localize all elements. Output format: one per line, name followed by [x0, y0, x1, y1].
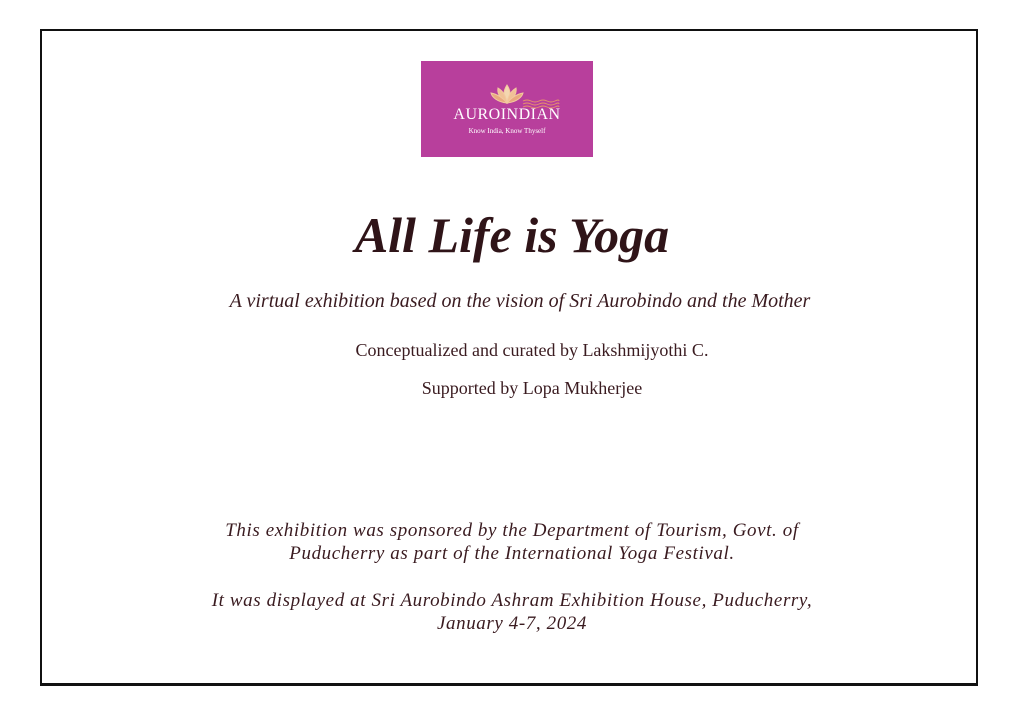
auroindian-logo	[421, 61, 593, 157]
display-note	[0, 589, 1024, 635]
exhibition-title: All Life is Yoga	[354, 207, 670, 263]
display-line-2: January 4-7, 2024	[436, 613, 588, 634]
sponsor-line-2: Puducherry as part of the International Yoga Festival.	[289, 543, 735, 564]
exhibition-subtitle: A virtual exhibition based on the vision of Sri Aurobindo and the Mother	[229, 290, 811, 312]
sponsor-note	[0, 519, 1024, 565]
support-credit: Supported by Lopa Mukherjee	[421, 378, 643, 398]
curator-credit: Conceptualized and curated by Lakshmijyothi C.	[355, 340, 709, 360]
display-line-1: It was displayed at Sri Aurobindo Ashram Exhibition House, Puducherry,	[211, 590, 813, 611]
sponsor-line-1: This exhibition was sponsored by the Department of Tourism, Govt. of	[225, 520, 799, 541]
logo-wordmark: AUROINDIAN	[453, 106, 561, 123]
logo-tagline: Know India, Know Thyself	[468, 127, 546, 135]
